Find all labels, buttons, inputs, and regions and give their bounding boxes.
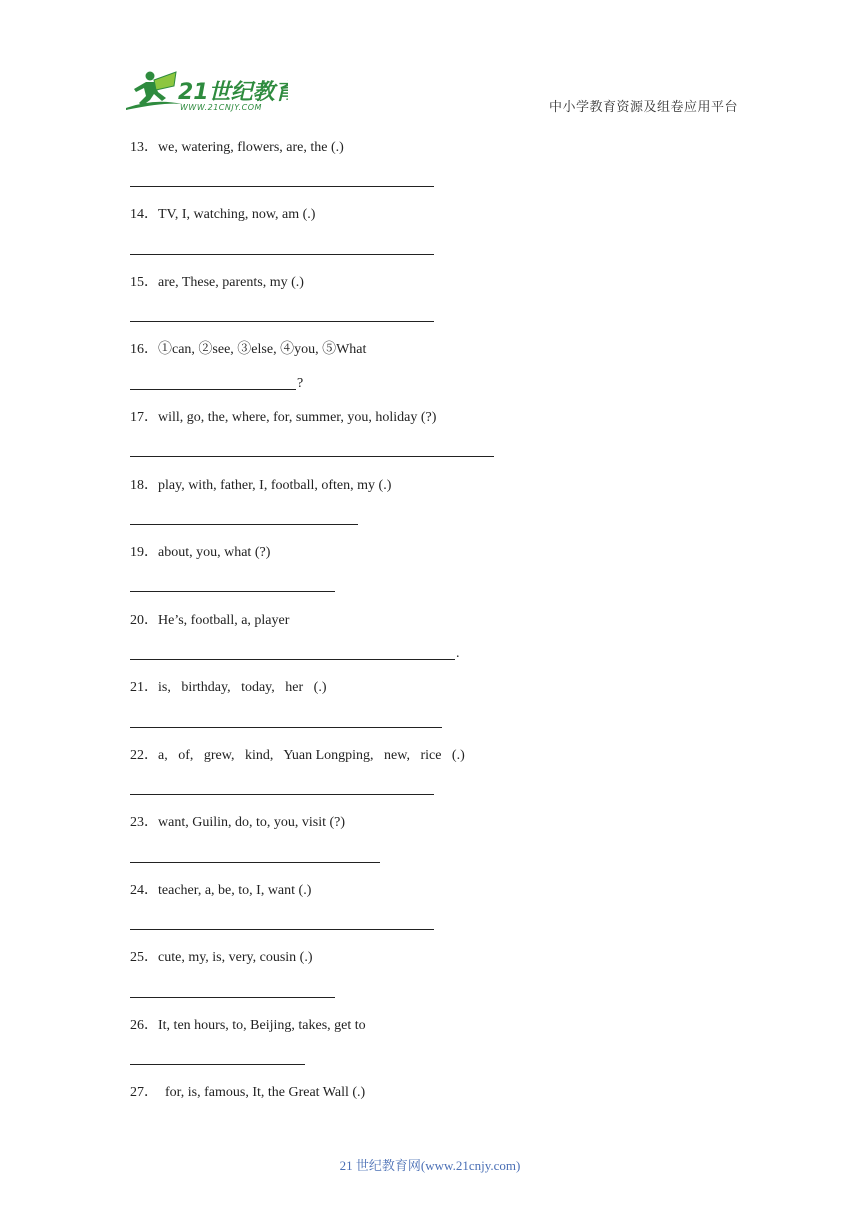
question-17: 17．will, go, the, where, for, summer, you, holiday (?): [130, 410, 437, 425]
answer-tail-20: .: [456, 646, 460, 661]
answer-blank-20: [130, 644, 464, 660]
header-platform-text: 中小学教育资源及组卷应用平台: [549, 100, 739, 115]
answer-blank-19: [130, 576, 335, 592]
question-16: 16．①can, ②see, ③else, ④you, ⑤What: [130, 342, 367, 357]
question-19: 19．about, you, what (?): [130, 545, 271, 560]
logo-text: 21世纪教育: [178, 80, 288, 105]
answer-blank-21: [130, 712, 442, 728]
question-25: 25．cute, my, is, very, cousin (.): [130, 950, 313, 965]
answer-blank-17: [130, 441, 494, 457]
question-18: 18．play, with, father, I, football, often, my (.): [130, 478, 392, 493]
question-21: 21．is, birthday, today, her (.): [130, 680, 327, 695]
question-23: 23．want, Guilin, do, to, you, visit (?): [130, 815, 346, 830]
answer-blank-24: [130, 914, 434, 930]
answer-blank-23: [130, 847, 380, 863]
question-24: 24．teacher, a, be, to, I, want (.): [130, 883, 312, 898]
question-22: 22．a, of, grew, kind, Yuan Longping, new, rice (.): [130, 748, 465, 763]
logo-url: WWW.21CNJY.COM: [180, 103, 262, 112]
answer-blank-22: [130, 779, 434, 795]
answer-blank-15: [130, 306, 434, 322]
question-20: 20．He’s, football, a, player: [130, 613, 290, 628]
answer-blank-14: [130, 239, 434, 255]
logo: [124, 68, 288, 114]
question-13: 13．we, watering, flowers, are, the (.): [130, 140, 344, 155]
answer-blank-25: [130, 982, 335, 998]
runner-logo-icon: [124, 68, 288, 114]
question-27: 27． for, is, famous, It, the Great Wall (.): [130, 1085, 366, 1100]
footer-site-link[interactable]: 21 世纪教育网(www.21cnjy.com): [339, 1158, 521, 1173]
question-26: 26．It, ten hours, to, Beijing, takes, get to: [130, 1018, 366, 1033]
question-15: 15．are, These, parents, my (.): [130, 275, 304, 290]
answer-blank-16: [130, 374, 306, 390]
answer-blank-18: [130, 509, 358, 525]
question-14: 14．TV, I, watching, now, am (.): [130, 207, 316, 222]
answer-blank-13: [130, 171, 434, 187]
answer-tail-16: ?: [297, 376, 304, 391]
answer-blank-26: [130, 1049, 305, 1065]
